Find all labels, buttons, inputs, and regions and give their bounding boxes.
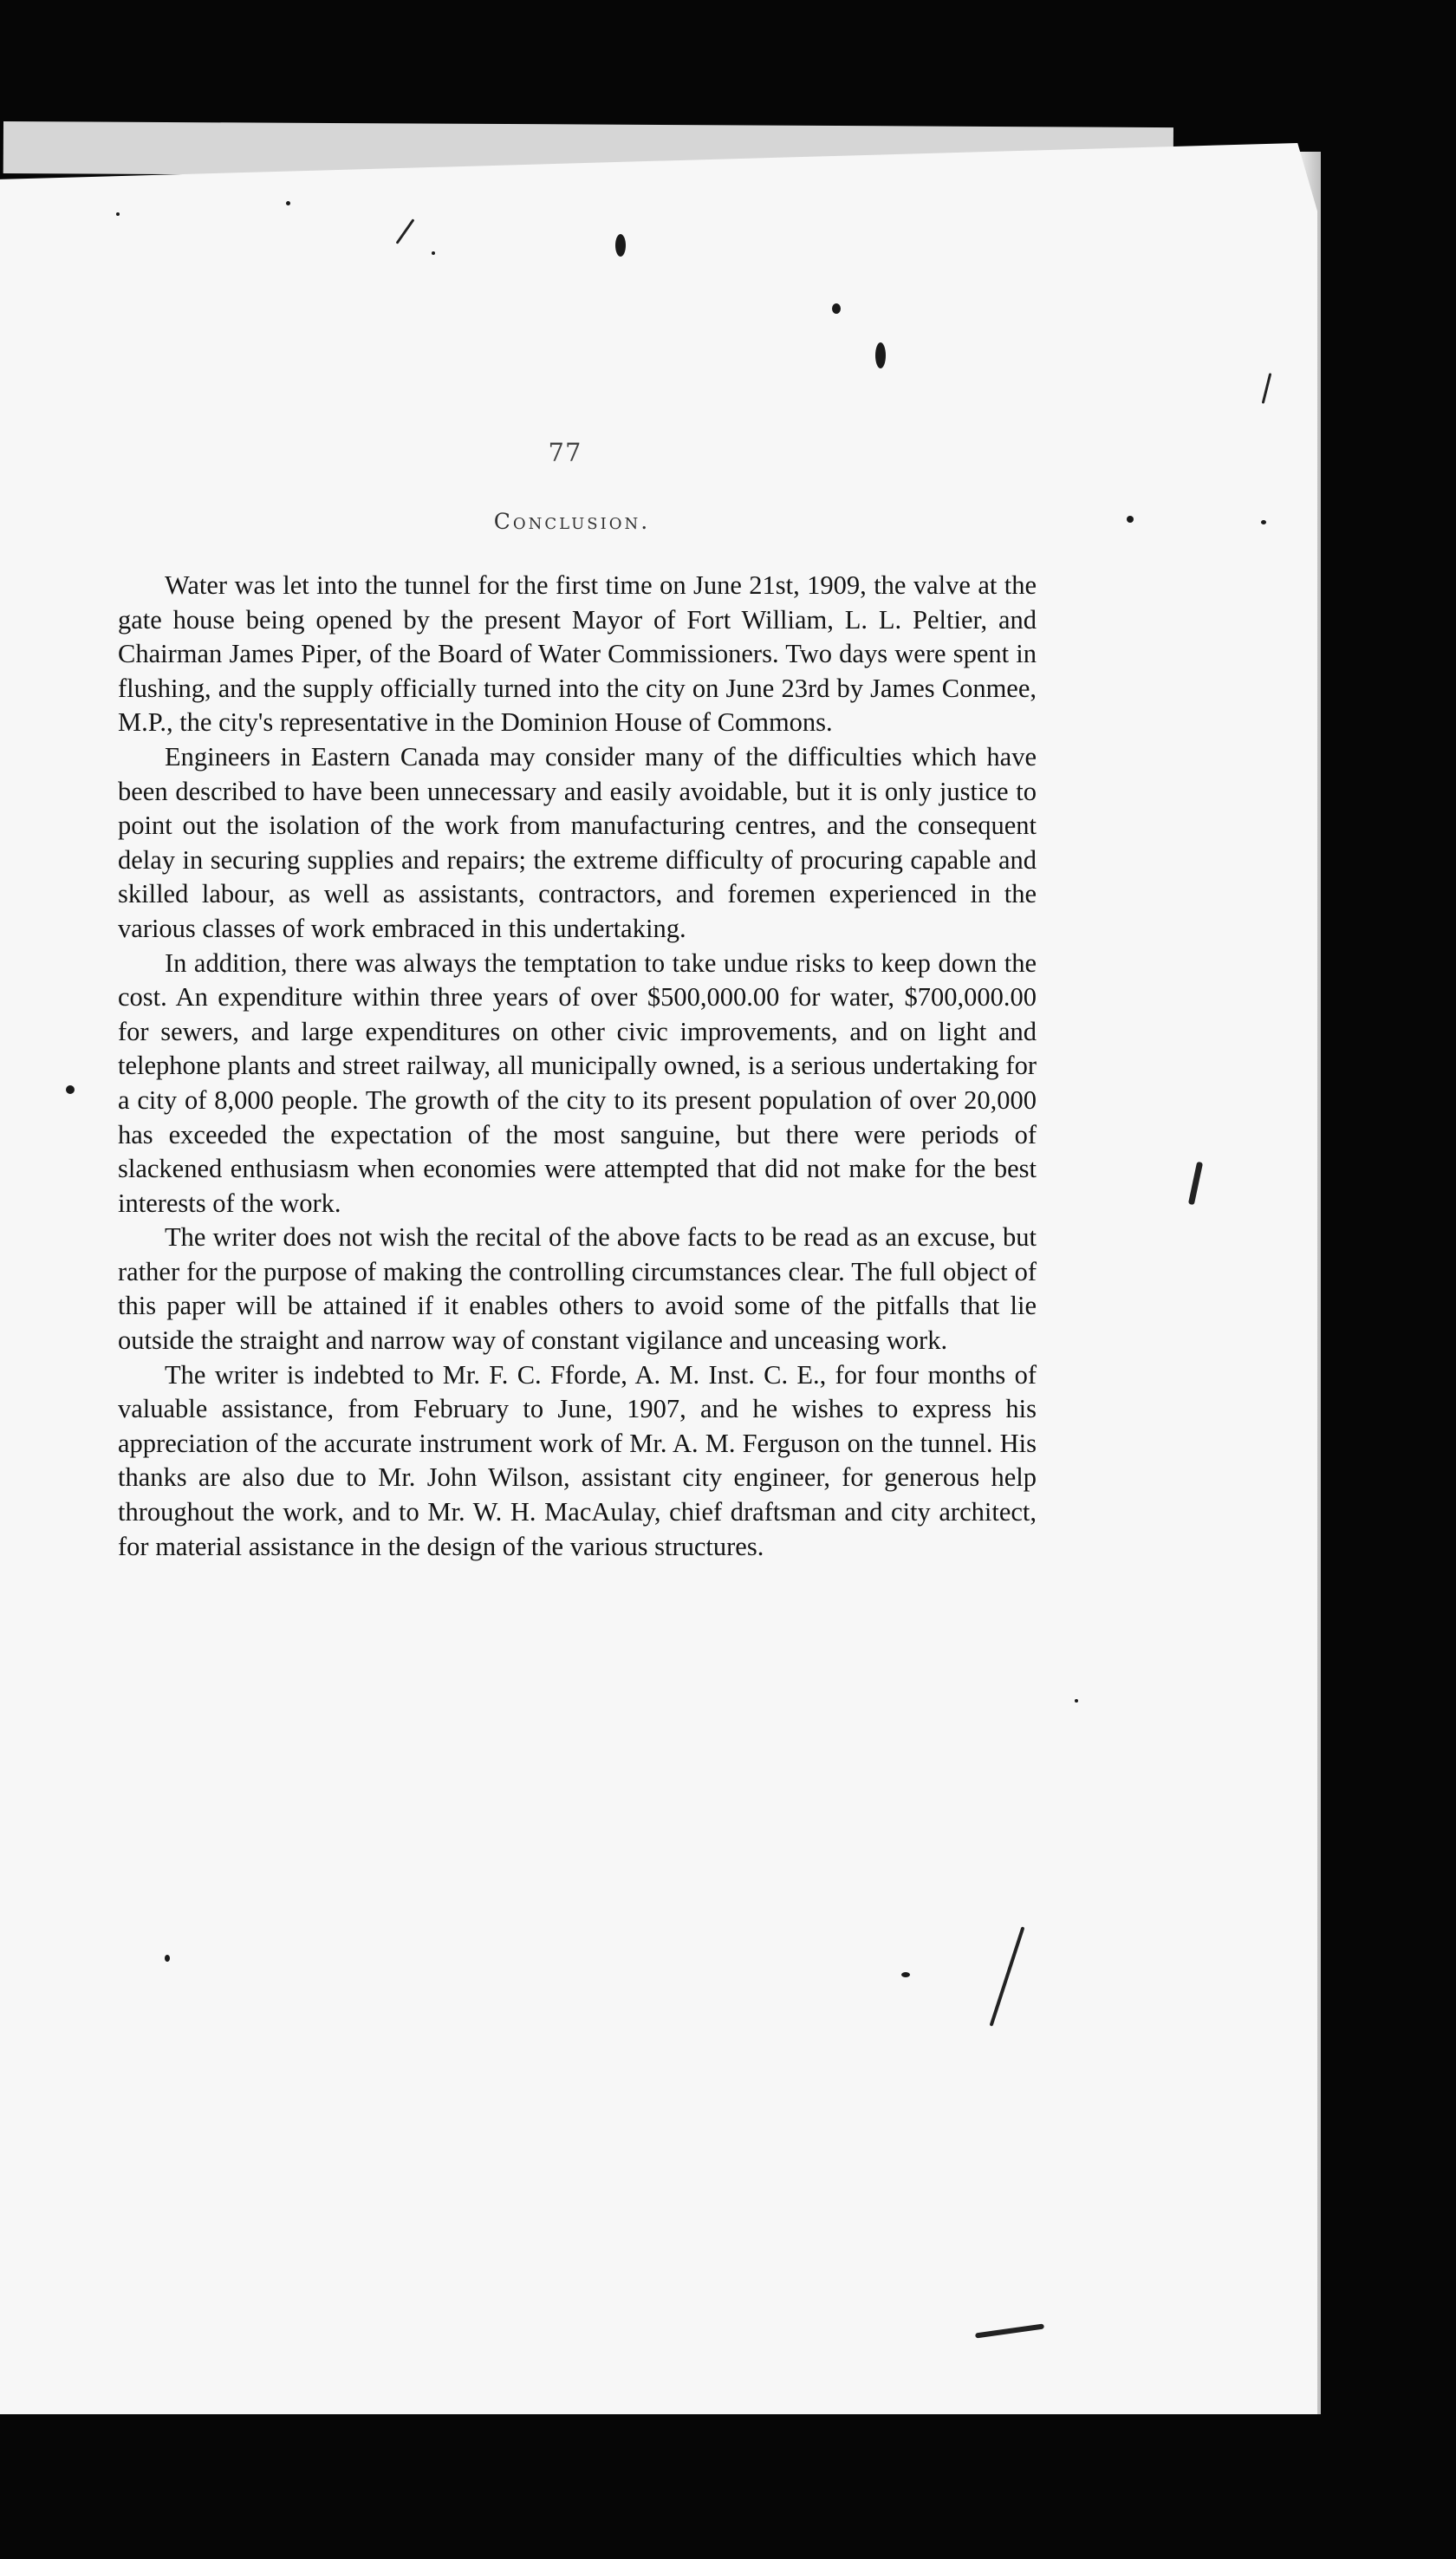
dust-speck xyxy=(901,1972,910,1977)
dust-speck xyxy=(1261,520,1266,524)
paragraph: In addition, there was always the temptation to take undue risks to keep down the cost. An expenditure within three years of over $500,000.00 for water, $700,000.00 for sewers, and large expenditures on other civic improvements, and on light and telephone plants and street railway, all municipally owned, is a serious undertaking for a city of 8,000 people. The growth of the city to its present population of over 20,000 has exceeded the expectation of the most sanguine, but there were periods of slackened enthusiasm when economies were attempted that did not make for the best interests of the work. xyxy=(118,947,1037,1218)
paragraph: The writer does not wish the recital of the above facts to be read as an excuse, but rather for the purpose of making the controlling circumstances clear. The full object of this paper will be attained if it enables others to avoid some of the pitfalls that lie outside the straight and narrow way of constant vigilance and unceasing work. xyxy=(118,1222,1037,1356)
dust-speck xyxy=(432,251,435,255)
paragraph: The writer is indebted to Mr. F. C. Fforde, A. M. Inst. C. E., for four months of valuable assistance, from February to June, 1907, and he wishes to express his appreciation of the accurate instrument work of Mr. A. M. Ferguson on the tunnel. His thanks are also due to Mr. John Wilson, assistant city engineer, for generous help throughout the work, and to Mr. W. H. MacAulay, chief draftsman and city architect, for material assistance in the design of the various structures. xyxy=(118,1359,1037,1561)
dust-speck xyxy=(66,1085,75,1094)
section-heading: Conclusion. xyxy=(493,509,651,534)
paragraph: Water was let into the tunnel for the first time on June 21st, 1909, the valve at the gate house being opened by the present Mayor of Fort William, L. L. Peltier, and Chairman James Piper, of the Board of Water Commissioners. Two days were spent in flushing, and the supply officially turned into the city on June 23rd by James Conmee, M.P., the city's representative in the Dominion House of Commons. xyxy=(118,570,1037,738)
dust-speck xyxy=(1075,1699,1078,1703)
dust-speck xyxy=(615,234,626,257)
body-text xyxy=(118,569,1037,1564)
dust-speck xyxy=(1127,516,1134,523)
paragraph: Engineers in Eastern Canada may consider many of the difficulties which have been described to have been unnecessary and easily avoidable, but it is only justice to point out the isolation of the work from manufacturing centres, and the consequent delay in securing supplies and repairs; the extreme difficulty of procuring capable and skilled labour, as well as assistants, contractors, and foremen experienced in the various classes of work embraced in this undertaking. xyxy=(118,741,1037,943)
dust-speck xyxy=(165,1955,170,1962)
page-number: 77 xyxy=(548,438,582,467)
dust-speck xyxy=(875,342,886,368)
dust-speck xyxy=(832,303,841,314)
dust-speck xyxy=(286,201,290,205)
dust-speck xyxy=(116,212,120,216)
